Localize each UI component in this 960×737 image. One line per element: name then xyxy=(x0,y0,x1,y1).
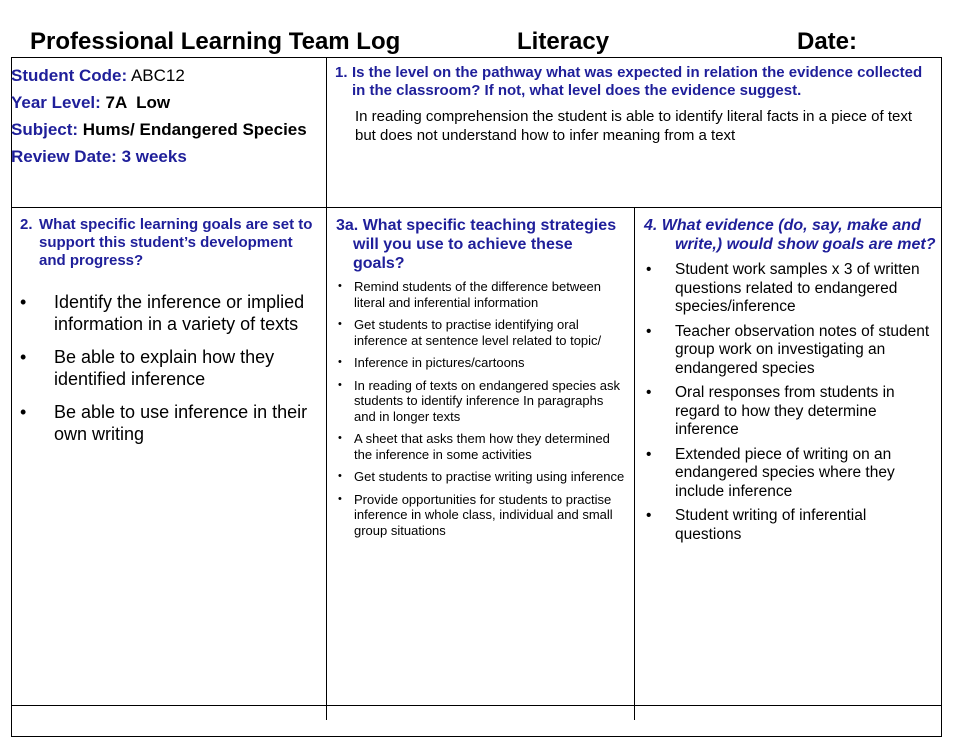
list-item: • A sheet that asks them how they determined the inference in some activities xyxy=(338,431,610,462)
question-2-number: 2. xyxy=(20,216,33,233)
year-level-value: 7A Low xyxy=(105,93,171,112)
list-item: • Oral responses from students in regard to how they determine inference xyxy=(646,384,895,438)
list-item: • Remind students of the difference between literal and inferential information xyxy=(338,279,601,310)
student-code-label: Student Code: xyxy=(11,66,128,85)
table-divider-h1 xyxy=(11,207,942,208)
year-level-row xyxy=(11,93,311,113)
bullet-icon: • xyxy=(338,318,342,330)
review-date-label: Review Date: xyxy=(11,147,117,166)
bullet-icon: • xyxy=(338,432,342,444)
question-3a-cell xyxy=(336,216,628,545)
list-item: • Get students to practise identifying oral inference at sentence level related to topic/ xyxy=(338,317,602,348)
bullet-icon: • xyxy=(646,322,652,340)
list-item: • Get students to practise writing using inference xyxy=(338,469,625,484)
bullet-icon: • xyxy=(338,280,342,292)
bullet-icon: • xyxy=(20,402,27,422)
table-divider-h2 xyxy=(11,705,942,706)
bullet-icon: • xyxy=(338,356,342,368)
question-1-cell xyxy=(335,64,935,145)
student-code-row xyxy=(11,66,311,86)
review-date-value: 3 weeks xyxy=(121,147,187,166)
subject-row xyxy=(11,120,311,140)
question-2-heading xyxy=(20,216,316,270)
list-item: • Extended piece of writing on an endangered species where they include inference xyxy=(646,445,895,500)
question-1-answer: In reading comprehension the student is able to identify literal facts in a piece of text but does not understand how to infer meaning from a text xyxy=(355,108,912,144)
page-title: Professional Learning Team Log xyxy=(30,28,401,55)
subject-area-heading: Literacy xyxy=(517,28,610,55)
subject-label: Subject: xyxy=(11,120,79,139)
question-4-text: 4. What evidence (do, say, make and write,) would show goals are met? xyxy=(644,217,936,253)
learning-goals-list xyxy=(20,291,316,445)
bullet-icon: • xyxy=(646,384,652,401)
question-3a-text: 3a. What specific teaching strategies will you use to achieve these goals? xyxy=(336,217,617,272)
student-code-value: ABC12 xyxy=(130,66,185,85)
bullet-icon: • xyxy=(646,507,652,524)
review-date-row xyxy=(11,147,311,167)
teaching-strategies-list xyxy=(336,279,628,538)
bullet-icon: • xyxy=(338,492,342,505)
list-item: • In reading of texts on endangered species ask students to identify inference In paragraphs and in longer texts xyxy=(338,377,620,424)
question-1-text: Is the level on the pathway what was expected in relation the evidence collected in the classroom? If not, what level does the evidence suggest. xyxy=(352,64,923,99)
bullet-icon: • xyxy=(646,445,652,463)
question-1-number: 1. xyxy=(335,64,348,81)
bullet-icon: • xyxy=(20,292,27,312)
question-4-cell xyxy=(644,216,936,550)
bullet-icon: • xyxy=(338,470,342,482)
question-2-text: What specific learning goals are set to support this student’s development and progress? xyxy=(39,216,313,269)
list-item: • Inference in pictures/cartoons xyxy=(338,355,525,370)
list-item: • Be able to use inference in their own writing xyxy=(20,402,308,444)
student-info-cell xyxy=(11,66,311,174)
bullet-icon: • xyxy=(338,378,342,391)
subject-value: Hums/ Endangered Species xyxy=(82,120,307,139)
table-divider-v2 xyxy=(634,208,635,720)
title-bar xyxy=(0,0,960,58)
bullet-icon: • xyxy=(20,347,27,367)
list-item: • Student writing of inferential questions xyxy=(646,507,867,543)
list-item: • Provide opportunities for students to practise inference in whole class, individual and small group situations xyxy=(338,491,613,538)
date-label: Date: xyxy=(797,28,858,55)
question-2-cell xyxy=(20,216,316,456)
table-divider-v1 xyxy=(326,57,327,720)
evidence-list xyxy=(644,261,936,544)
list-item: • Student work samples x 3 of written questions related to endangered species/inference xyxy=(646,261,920,315)
list-item: • Teacher observation notes of student group work on investigating an endangered species xyxy=(646,322,930,377)
list-item: • Be able to explain how they identified inference xyxy=(20,347,275,389)
year-level-label: Year Level: xyxy=(11,93,101,112)
list-item: • Identify the inference or implied information in a variety of texts xyxy=(20,292,305,334)
bullet-icon: • xyxy=(646,261,652,278)
